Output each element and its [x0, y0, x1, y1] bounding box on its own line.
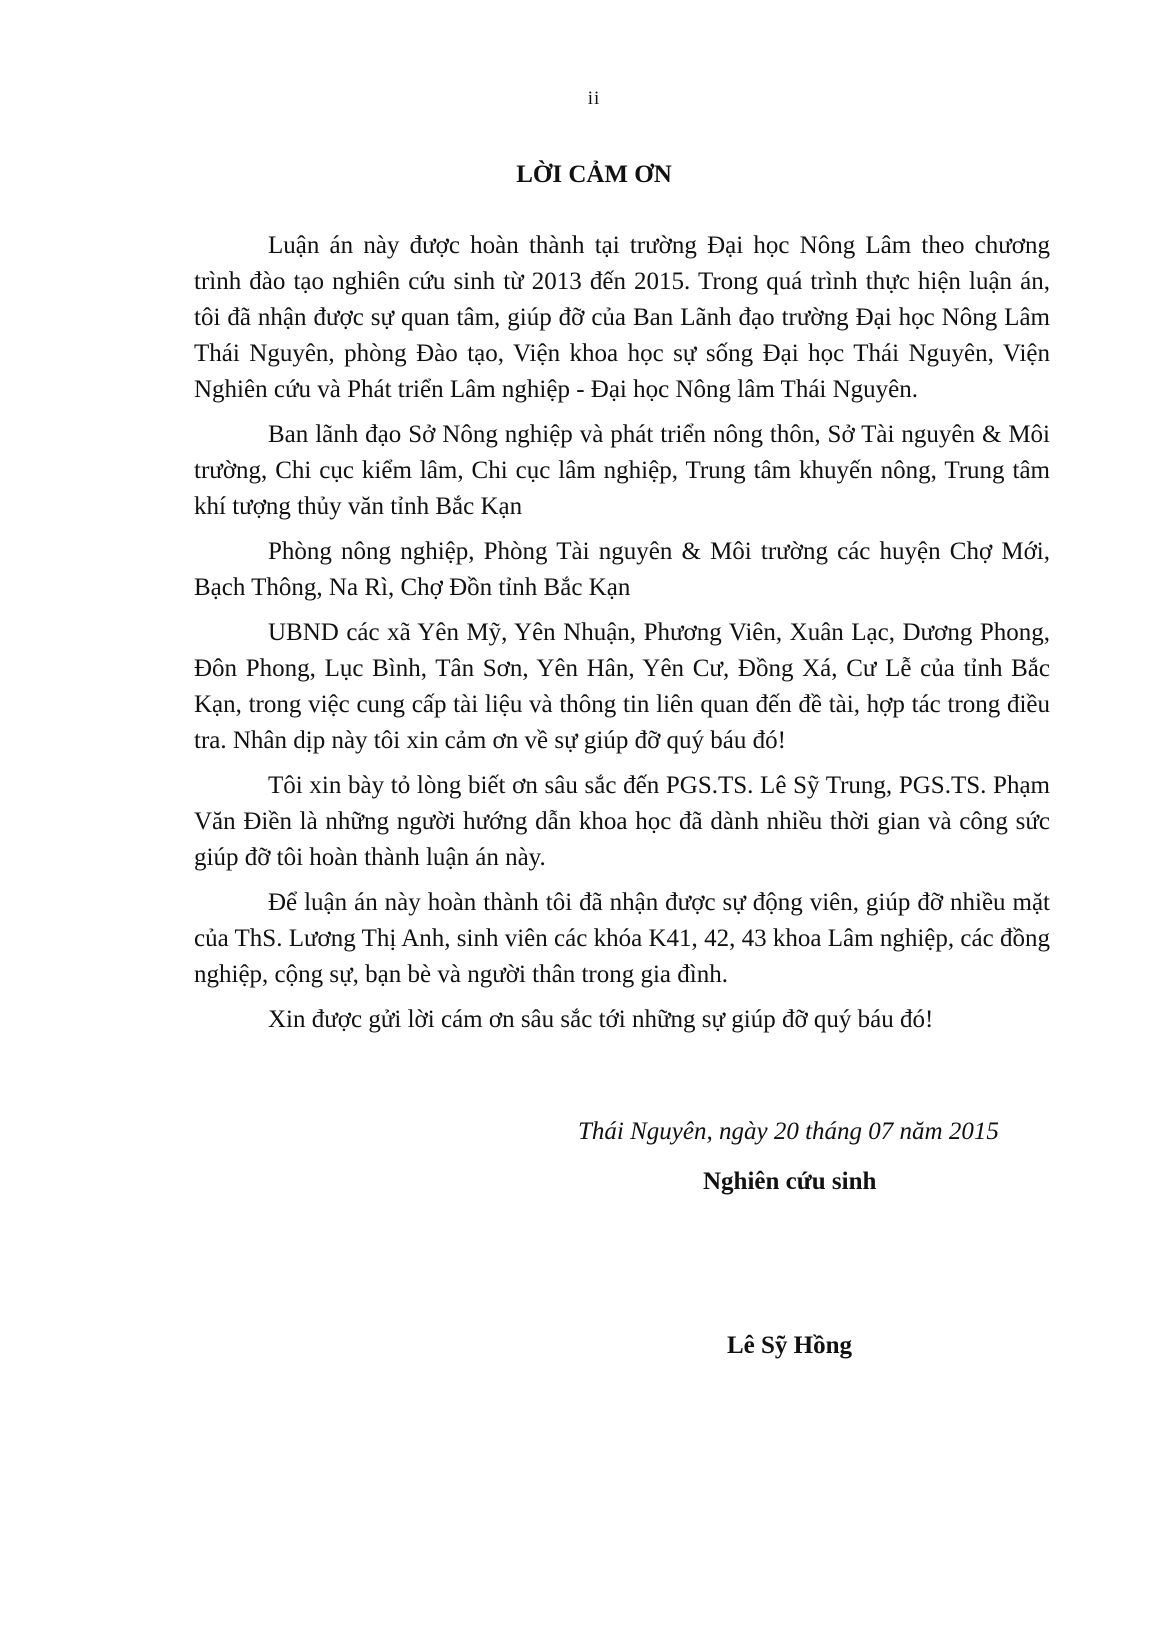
page-title: LỜI CẢM ƠN	[516, 161, 672, 188]
date-line: Thái Nguyên, ngày 20 tháng 07 năm 2015	[578, 1118, 999, 1145]
paragraph-3: Phòng nông nghiệp, Phòng Tài nguyên & Môi trường các huyện Chợ Mới, Bạch Thông, Na Rì, Chợ Đồn tỉnh Bắc Kạn	[194, 538, 1050, 601]
paragraph-7: Xin được gửi lời cám ơn sâu sắc tới những sự giúp đỡ quý báu đó!	[268, 1006, 934, 1033]
paragraph-1: Luận án này được hoàn thành tại trường Đại học Nông Lâm theo chương trình đào tạo nghiên cứu sinh từ 2013 đến 2015. Trong quá trình thực hiện luận án, tôi đã nhận được sự quan tâm, giúp đỡ của Ban Lãnh đạo trường Đại học Nông Lâm Thái Nguyên, phòng Đào tạo, Viện khoa học sự sống Đại học Thái Nguyên, Viện Nghiên cứu và Phát triển Lâm nghiệp - Đại học Nông lâm Thái Nguyên.	[194, 232, 1050, 403]
paragraph-6: Để luận án này hoàn thành tôi đã nhận được sự động viên, giúp đỡ nhiều mặt của ThS. Lương Thị Anh, sinh viên các khóa K41, 42, 43 khoa Lâm nghiệp, các đồng nghiệp, cộng sự, bạn bè và người thân trong gia đình.	[194, 889, 1050, 988]
signer-role: Nghiên cứu sinh	[703, 1168, 877, 1195]
page-number: ii	[587, 88, 601, 109]
paragraph-5: Tôi xin bày tỏ lòng biết ơn sâu sắc đến PGS.TS. Lê Sỹ Trung, PGS.TS. Phạm Văn Điền là những người hướng dẫn khoa học đã dành nhiều thời gian và công sức giúp đỡ tôi hoàn thành luận án này.	[194, 772, 1050, 871]
paragraph-4: UBND các xã Yên Mỹ, Yên Nhuận, Phương Viên, Xuân Lạc, Dương Phong, Đôn Phong, Lục Bình, Tân Sơn, Yên Hân, Yên Cư, Đồng Xá, Cư Lễ của tỉnh Bắc Kạn, trong việc cung cấp tài liệu và thông tin liên quan đến đề tài, hợp tác trong điều tra. Nhân dịp này tôi xin cảm ơn về sự giúp đỡ quý báu đó!	[194, 619, 1050, 754]
signer-name: Lê Sỹ Hồng	[727, 1332, 853, 1359]
acknowledgement-body	[194, 228, 1050, 1047]
paragraph-2: Ban lãnh đạo Sở Nông nghiệp và phát triển nông thôn, Sở Tài nguyên & Môi trường, Chi cục kiểm lâm, Chi cục lâm nghiệp, Trung tâm khuyến nông, Trung tâm khí tượng thủy văn tỉnh Bắc Kạn	[194, 421, 1050, 520]
